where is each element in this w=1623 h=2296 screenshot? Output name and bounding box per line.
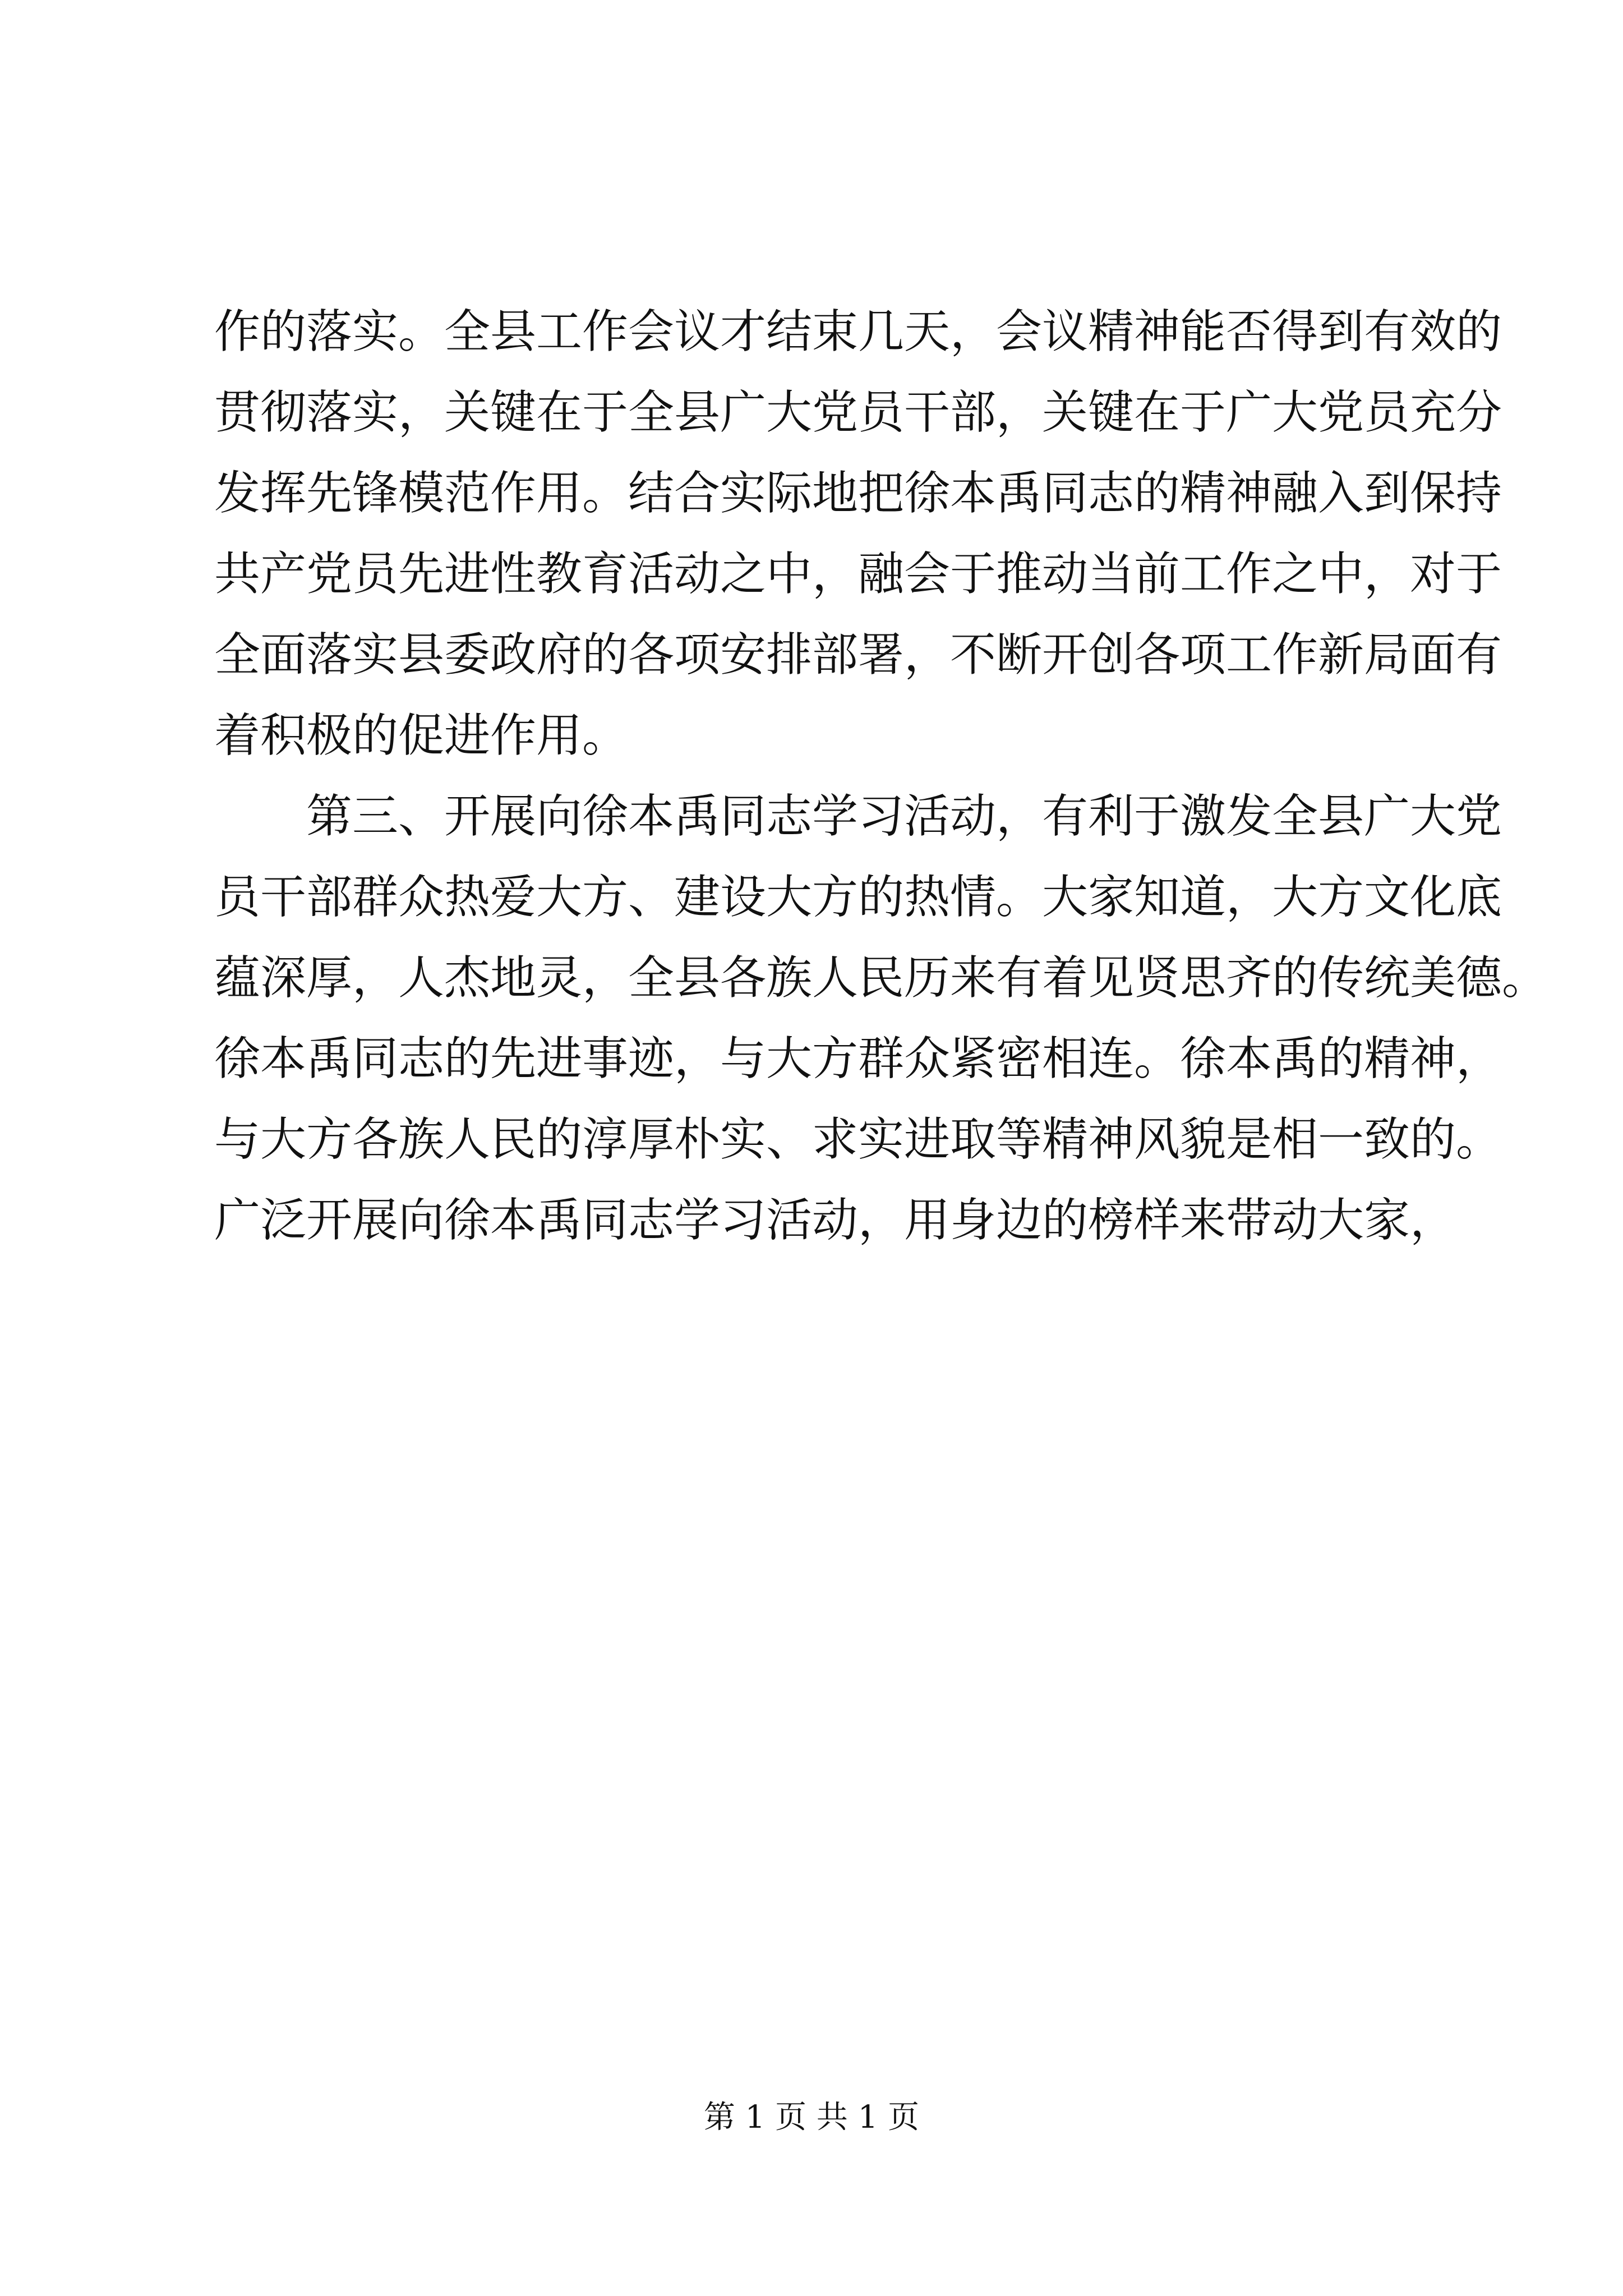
- text-line: 贯彻落实，关键在于全县广大党员干部，关键在于广大党员充分: [214, 386, 1502, 439]
- text-line: 与大方各族人民的淳厚朴实、求实进取等精神风貌是相一致的。: [214, 1113, 1502, 1166]
- text-line: 作的落实。全县工作会议才结束几天，会议精神能否得到有效的: [214, 305, 1502, 358]
- text-line: 徐本禹同志的先进事迹，与大方群众紧密相连。徐本禹的精神，: [214, 1032, 1502, 1085]
- text-line: 着积极的促进作用。: [214, 709, 629, 762]
- text-line: 蕴深厚，人杰地灵，全县各族人民历来有着见贤思齐的传统美德。: [214, 951, 1548, 1005]
- text-line: 员干部群众热爱大方、建设大方的热情。大家知道，大方文化底: [214, 871, 1502, 924]
- text-line: 发挥先锋模范作用。结合实际地把徐本禹同志的精神融入到保持: [214, 467, 1502, 520]
- page-number-footer: 第 1 页 共 1 页: [703, 2099, 920, 2136]
- text-line: 全面落实县委政府的各项安排部署，不断开创各项工作新局面有: [214, 628, 1502, 682]
- text-line: 广泛开展向徐本禹同志学习活动，用身边的榜样来带动大家，: [214, 1194, 1456, 1247]
- document-body: [214, 292, 1548, 1261]
- text-line: 第三、开展向徐本禹同志学习活动，有利于激发全县广大党: [214, 790, 1502, 843]
- text-line: 共产党员先进性教育活动之中，融会于推动当前工作之中，对于: [214, 547, 1502, 601]
